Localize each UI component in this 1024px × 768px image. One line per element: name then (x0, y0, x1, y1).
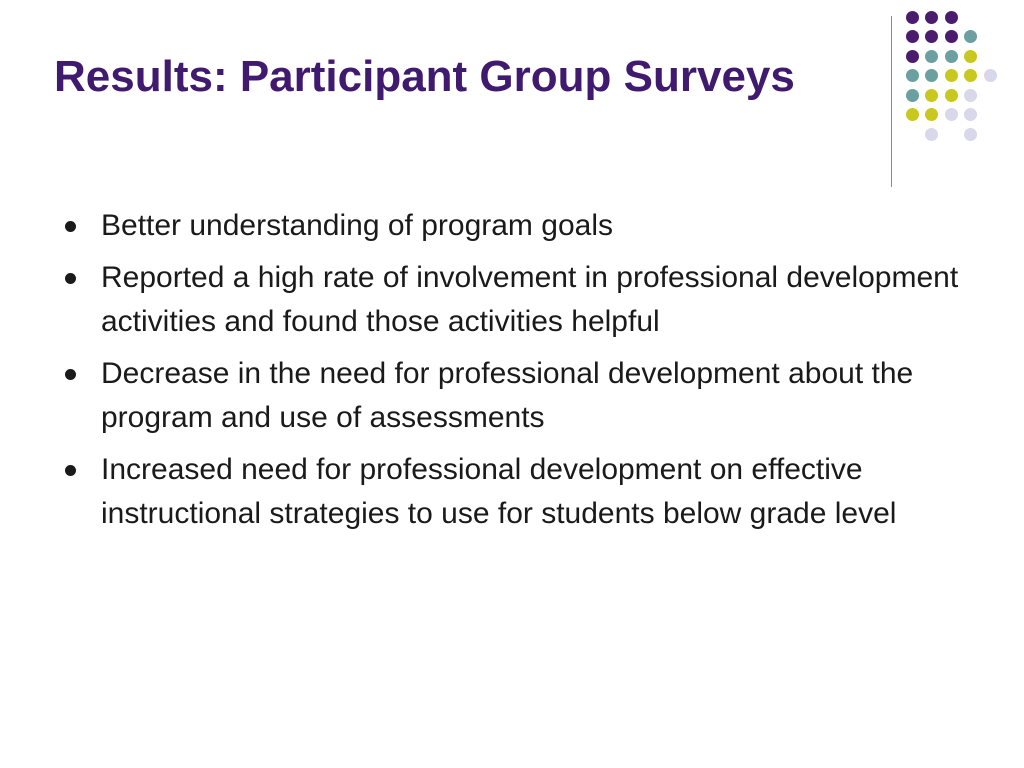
bullet-icon (65, 369, 76, 380)
decorative-dot (984, 69, 997, 82)
decorative-dot (964, 50, 977, 63)
bullet-icon (65, 221, 76, 232)
bullet-text: Better understanding of program goals (101, 209, 613, 242)
decorative-dot (906, 89, 919, 102)
decorative-dot (925, 11, 938, 24)
decorative-dot (945, 30, 958, 43)
decorative-dot (945, 11, 958, 24)
bullet-item (60, 448, 960, 536)
decorative-dot (964, 128, 977, 141)
bullet-text: Decrease in the need for professional development about the program and use of assessments (101, 357, 914, 434)
decorative-dot (964, 69, 977, 82)
bullet-text: Increased need for professional development on effective instructional strategies to use for students below grade level (101, 453, 897, 530)
decorative-dot (945, 50, 958, 63)
decorative-dot (925, 50, 938, 63)
bullet-icon (65, 465, 76, 476)
decorative-dot (945, 89, 958, 102)
decorative-dot (906, 30, 919, 43)
decorative-dot (964, 89, 977, 102)
vertical-divider (891, 16, 892, 187)
bullet-item (60, 352, 960, 440)
decorative-dot (925, 108, 938, 121)
bullet-text: Reported a high rate of involvement in professional development activities and found those activities helpful (101, 261, 959, 338)
decorative-dot (906, 69, 919, 82)
decorative-dot (964, 30, 977, 43)
decorative-dot (925, 30, 938, 43)
bullet-item (60, 256, 960, 344)
bullet-list (60, 204, 960, 544)
decorative-dot (925, 128, 938, 141)
decorative-dot (945, 69, 958, 82)
decorative-dot (906, 11, 919, 24)
decorative-dot (964, 108, 977, 121)
bullet-icon (65, 273, 76, 284)
slide-title: Results: Participant Group Surveys (54, 52, 795, 101)
decorative-dot (925, 69, 938, 82)
decorative-dot (906, 50, 919, 63)
decorative-dot (945, 108, 958, 121)
bullet-item (60, 204, 960, 248)
decorative-dot (906, 108, 919, 121)
decorative-dot (925, 89, 938, 102)
